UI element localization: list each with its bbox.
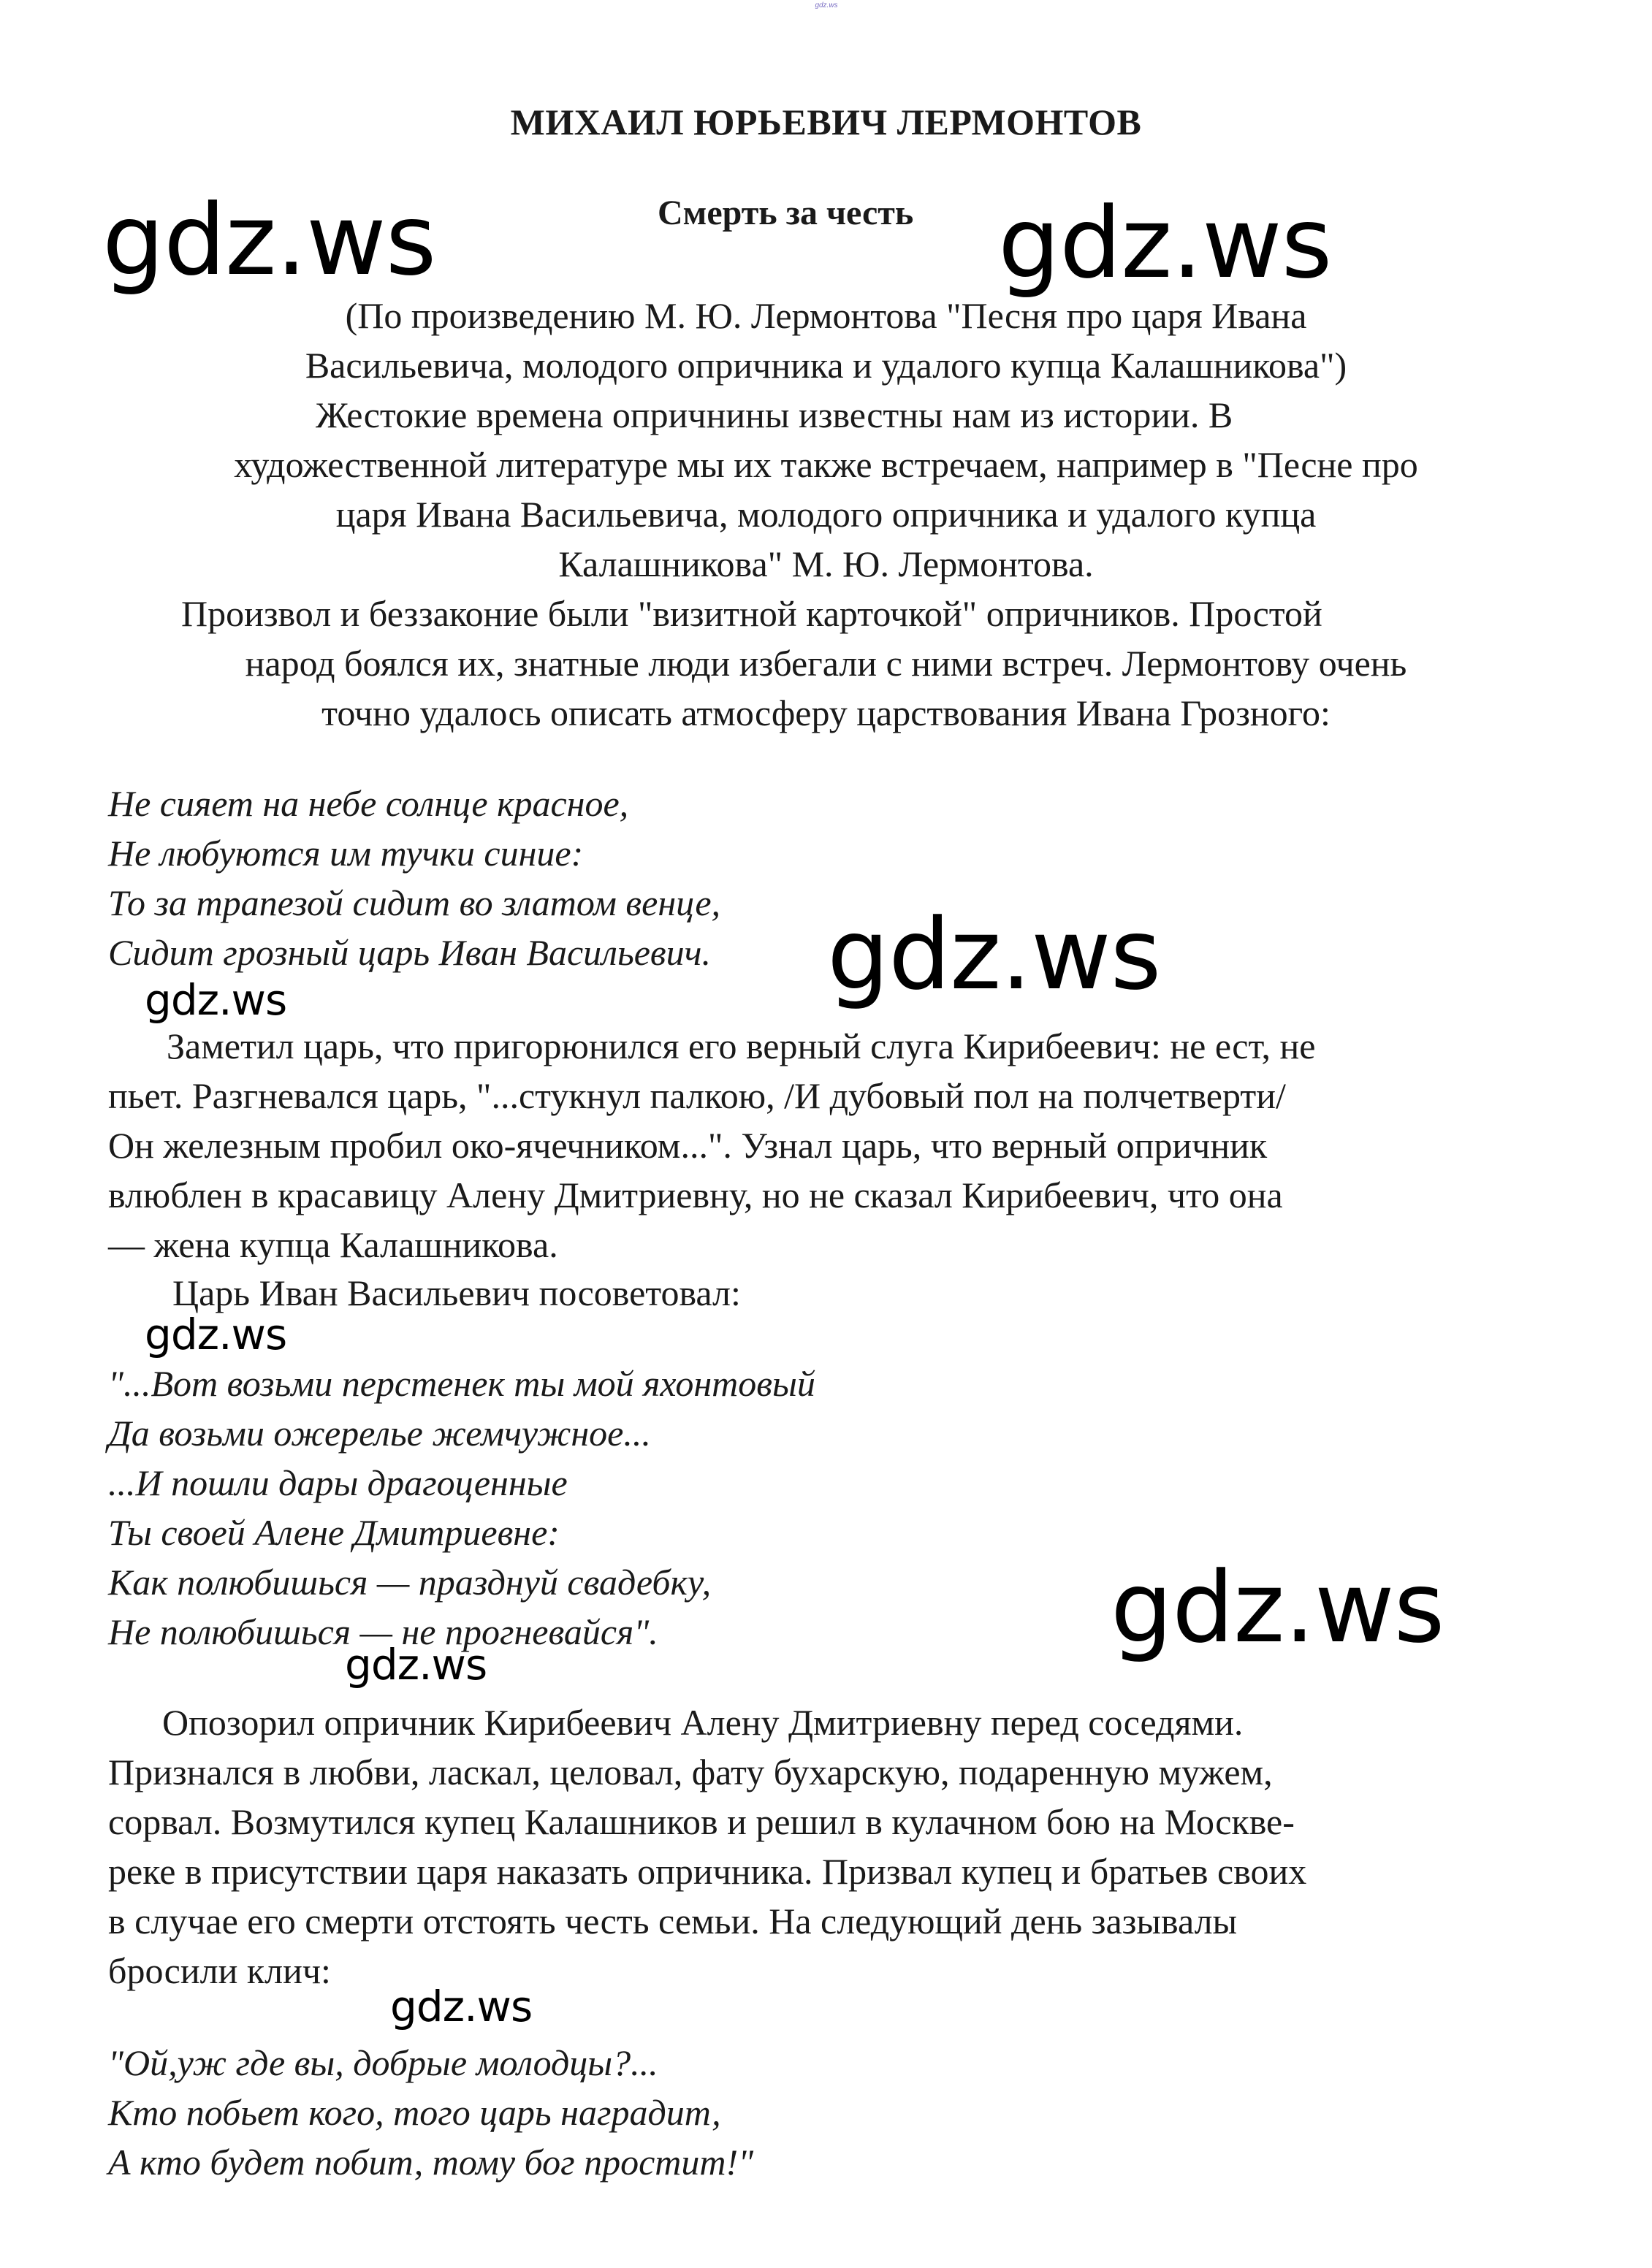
paragraph-line: влюблен в красавицу Алену Дмитриевну, но не сказал Кирибеевич, что она (108, 1175, 1283, 1215)
paragraph-line: пьет. Разгневался царь, "...стукнул палкою, /И дубовый пол на полчетверти/ (108, 1075, 1286, 1116)
intro-line: Васильевича, молодого опричника и удалого купца Калашникова") (305, 345, 1347, 386)
verse-line: Сидит грозный царь Иван Васильевич. (108, 932, 711, 973)
verse-line: Да возьми ожерелье жемчужное... (108, 1413, 651, 1454)
paragraph-line: Опозорил опричник Кирибеевич Алену Дмитриевну перед соседями. (162, 1702, 1244, 1743)
paragraph-line: Он железным пробил око-ячечником...". Узнал царь, что верный опричник (108, 1125, 1268, 1166)
intro-line: царя Ивана Васильевича, молодого опричника и удалого купца (335, 494, 1317, 535)
verse-line: Не любуются им тучки синие: (108, 833, 584, 874)
verse-line: "Ой,уж где вы, добрые молодцы?... (108, 2042, 658, 2083)
intro-line: народ боялся их, знатные люди избегали с ними встреч. Лермонтову очень (245, 643, 1407, 684)
intro-line: Калашникова" М. Ю. Лермонтова. (558, 543, 1094, 584)
paragraph-line: бросили клич: (108, 1950, 331, 1991)
verse-line: Не сияет на небе солнце красное, (108, 783, 629, 824)
intro-line: художественной литературе мы их также встречаем, например в "Песне про (234, 444, 1418, 485)
paragraph-line: Признался в любви, ласкал, целовал, фату бухарскую, подаренную мужем, (108, 1752, 1273, 1792)
paragraph-line: — жена купца Калашникова. (108, 1224, 558, 1265)
paragraph-line: Заметил царь, что пригорюнился его верный слуга Кирибеевич: не ест, не (167, 1026, 1316, 1066)
intro-line: точно удалось описать атмосферу царствования Ивана Грозного: (321, 692, 1331, 733)
document-title: МИХАИЛ ЮРЬЕВИЧ ЛЕРМОНТОВ (510, 102, 1142, 142)
verse-line: То за трапезой сидит во златом венце, (108, 882, 721, 923)
paragraph-line: реке в присутствии царя наказать опричника. Призвал купец и братьев своих (108, 1851, 1307, 1892)
verse-line: "...Вот возьми перстенек ты мой яхонтовый (108, 1363, 815, 1404)
verse-line: Как полюбишься — празднуй свадебку, (108, 1562, 712, 1603)
intro-line: Произвол и беззаконие были "визитной карточкой" опричников. Простой (181, 593, 1322, 634)
paragraph-line: в случае его смерти отстоять честь семьи. На следующий день зазывалы (108, 1901, 1238, 1941)
watermark: gdz.ws (390, 1982, 533, 2031)
intro-line: Жестокие времена опричнины известны нам из истории. В (316, 394, 1233, 435)
verse-line: Не полюбишься — не прогневайся". (108, 1611, 658, 1652)
paragraph-line: Царь Иван Васильевич посоветовал: (172, 1272, 741, 1313)
verse-line: Кто побьет кого, того царь наградит, (108, 2092, 721, 2133)
intro-line: (По произведению М. Ю. Лермонтова "Песня про царя Ивана (345, 295, 1307, 336)
watermark: gdz.ws (345, 1640, 487, 1689)
paragraph-line: сорвал. Возмутился купец Калашников и решил в кулачном бою на Москве- (108, 1801, 1295, 1842)
verse-line: ...И пошли дары драгоценные (108, 1462, 568, 1503)
watermark: gdz.ws (102, 183, 436, 297)
verse-line: Ты своей Алене Дмитриевне: (108, 1512, 560, 1553)
watermark: gdz.ws (145, 1310, 287, 1359)
watermark: gdz.ws (827, 898, 1161, 1012)
watermark: gdz.ws (998, 186, 1332, 300)
top-site-mark: gdz.ws (815, 1, 838, 9)
watermark: gdz.ws (1111, 1551, 1444, 1665)
verse-line: А кто будет побит, тому бог простит!" (108, 2142, 754, 2183)
watermark: gdz.ws (145, 975, 287, 1025)
document-subtitle: Смерть за честь (658, 194, 914, 232)
